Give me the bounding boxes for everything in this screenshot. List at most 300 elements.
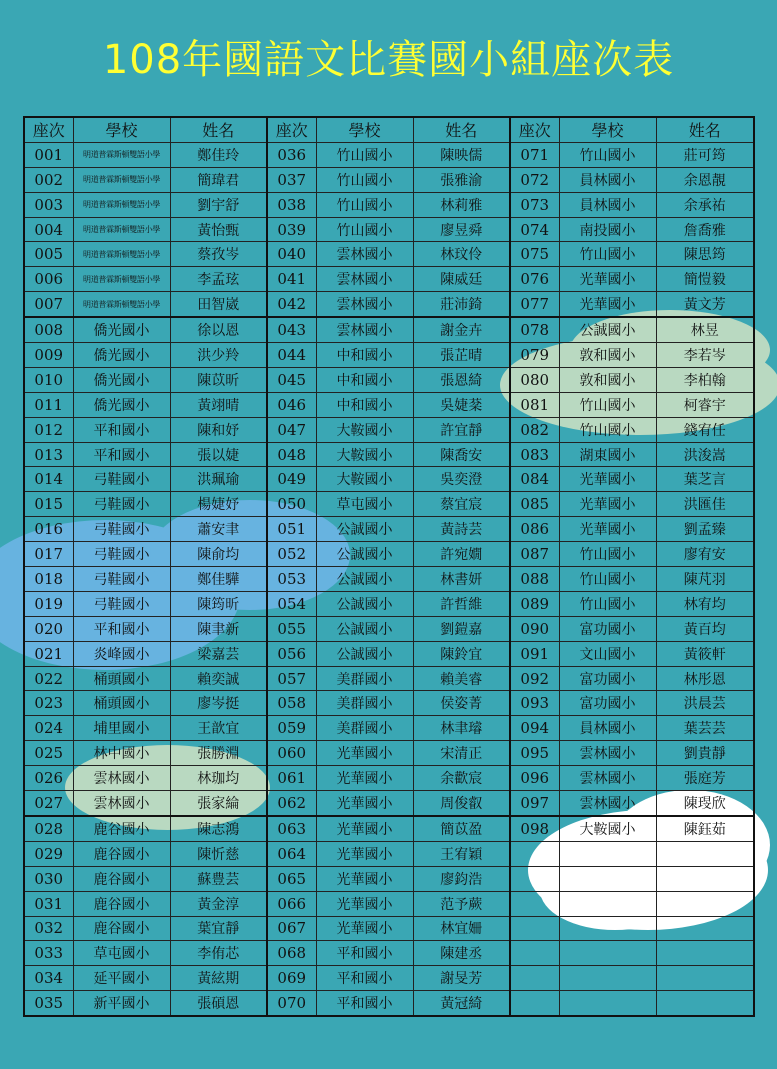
- school-name: 光華國小: [559, 292, 656, 317]
- seat-number: 002: [24, 167, 73, 192]
- seat-number: 008: [24, 317, 73, 342]
- seat-number: 067: [267, 916, 316, 941]
- student-name: 洪少羚: [170, 343, 267, 368]
- table-row: [24, 991, 754, 1016]
- school-name: 竹山國小: [559, 417, 656, 442]
- school-name: 中和國小: [316, 392, 413, 417]
- school-name: 鹿谷國小: [73, 891, 170, 916]
- school-name: 竹山國小: [559, 542, 656, 567]
- table-row: [24, 866, 754, 891]
- seat-number: [510, 991, 559, 1016]
- student-name: 陳和妤: [170, 417, 267, 442]
- school-name: 大鞍國小: [316, 417, 413, 442]
- student-name: 侯姿菁: [413, 691, 510, 716]
- school-name: 竹山國小: [316, 192, 413, 217]
- seat-number: 022: [24, 666, 73, 691]
- column-header: 學校: [559, 117, 656, 142]
- school-name: 平和國小: [73, 616, 170, 641]
- student-name: 黃絃期: [170, 966, 267, 991]
- school-name: 明道普霖斯頓雙語小學: [73, 167, 170, 192]
- student-name: [656, 891, 754, 916]
- student-name: 蔡孜岑: [170, 242, 267, 267]
- seat-number: 074: [510, 217, 559, 242]
- seat-number: 048: [267, 442, 316, 467]
- school-name: 鹿谷國小: [73, 816, 170, 841]
- student-name: 黃文芳: [656, 292, 754, 317]
- school-name: 竹山國小: [559, 567, 656, 592]
- seat-number: 039: [267, 217, 316, 242]
- table-row: [24, 616, 754, 641]
- seat-number: 087: [510, 542, 559, 567]
- student-name: 錢宥任: [656, 417, 754, 442]
- school-name: 南投國小: [559, 217, 656, 242]
- seat-number: 097: [510, 791, 559, 816]
- school-name: 文山國小: [559, 641, 656, 666]
- student-name: 楊婕妤: [170, 492, 267, 517]
- student-name: 劉孟臻: [656, 517, 754, 542]
- table-row: [24, 142, 754, 167]
- seat-number: 035: [24, 991, 73, 1016]
- seat-number: 079: [510, 343, 559, 368]
- school-name: 公誠國小: [316, 616, 413, 641]
- student-name: 周俊叡: [413, 791, 510, 816]
- seat-number: 026: [24, 766, 73, 791]
- school-name: 僑光國小: [73, 343, 170, 368]
- seat-number: 004: [24, 217, 73, 242]
- seat-number: 043: [267, 317, 316, 342]
- school-name: 公誠國小: [559, 317, 656, 342]
- student-name: 林宜姍: [413, 916, 510, 941]
- student-name: 李若岑: [656, 343, 754, 368]
- seat-number: 003: [24, 192, 73, 217]
- school-name: 雲林國小: [559, 766, 656, 791]
- student-name: 許宛嫺: [413, 542, 510, 567]
- school-name: 明道普霖斯頓雙語小學: [73, 292, 170, 317]
- seat-number: 005: [24, 242, 73, 267]
- school-name: 公誠國小: [316, 542, 413, 567]
- student-name: 林珈均: [170, 766, 267, 791]
- seat-number: 062: [267, 791, 316, 816]
- table-row: [24, 417, 754, 442]
- seat-number: 098: [510, 816, 559, 841]
- student-name: 張恩綺: [413, 367, 510, 392]
- student-name: 謝旻芳: [413, 966, 510, 991]
- seat-number: 057: [267, 666, 316, 691]
- table-row: [24, 467, 754, 492]
- student-name: 莊可筠: [656, 142, 754, 167]
- student-name: [656, 991, 754, 1016]
- student-name: 陳志鴻: [170, 816, 267, 841]
- school-name: 光華國小: [316, 891, 413, 916]
- seat-number: 064: [267, 841, 316, 866]
- school-name: 僑光國小: [73, 392, 170, 417]
- student-name: 葉芝言: [656, 467, 754, 492]
- student-name: 吳婕棻: [413, 392, 510, 417]
- school-name: 公誠國小: [316, 517, 413, 542]
- school-name: 大鞍國小: [316, 467, 413, 492]
- seat-number: 034: [24, 966, 73, 991]
- student-name: 謝金卉: [413, 317, 510, 342]
- student-name: 劉貴靜: [656, 741, 754, 766]
- school-name: 桶頭國小: [73, 691, 170, 716]
- school-name: 美群國小: [316, 666, 413, 691]
- table-row: [24, 841, 754, 866]
- seat-number: 054: [267, 591, 316, 616]
- seat-number: 032: [24, 916, 73, 941]
- student-name: 黃詩芸: [413, 517, 510, 542]
- school-name: 員林國小: [559, 716, 656, 741]
- seat-number: 077: [510, 292, 559, 317]
- student-name: 黃筱軒: [656, 641, 754, 666]
- student-name: 田智崴: [170, 292, 267, 317]
- header-row: [24, 117, 754, 142]
- seat-number: 001: [24, 142, 73, 167]
- school-name: 光華國小: [559, 267, 656, 292]
- school-name: 中和國小: [316, 343, 413, 368]
- student-name: 劉鎧嘉: [413, 616, 510, 641]
- seat-number: 053: [267, 567, 316, 592]
- school-name: 弓鞋國小: [73, 467, 170, 492]
- school-name: 光華國小: [559, 467, 656, 492]
- student-name: 陳忻慈: [170, 841, 267, 866]
- student-name: 張家綸: [170, 791, 267, 816]
- student-name: 鄭佳玲: [170, 142, 267, 167]
- seat-number: [510, 966, 559, 991]
- seat-number: 093: [510, 691, 559, 716]
- seat-number: 044: [267, 343, 316, 368]
- student-name: 莊沛錡: [413, 292, 510, 317]
- school-name: [559, 866, 656, 891]
- table-row: [24, 242, 754, 267]
- student-name: 宋清正: [413, 741, 510, 766]
- school-name: 美群國小: [316, 691, 413, 716]
- school-name: 平和國小: [316, 991, 413, 1016]
- student-name: 葉芸芸: [656, 716, 754, 741]
- school-name: 僑光國小: [73, 317, 170, 342]
- school-name: 僑光國小: [73, 367, 170, 392]
- school-name: 炎峰國小: [73, 641, 170, 666]
- seat-number: 078: [510, 317, 559, 342]
- seat-number: 055: [267, 616, 316, 641]
- student-name: 陳建丞: [413, 941, 510, 966]
- seat-number: 056: [267, 641, 316, 666]
- school-name: 埔里國小: [73, 716, 170, 741]
- school-name: 中和國小: [316, 367, 413, 392]
- seat-number: 017: [24, 542, 73, 567]
- school-name: 弓鞋國小: [73, 492, 170, 517]
- school-name: [559, 916, 656, 941]
- table-row: [24, 167, 754, 192]
- student-name: 葉宜靜: [170, 916, 267, 941]
- seat-number: 013: [24, 442, 73, 467]
- seat-number: [510, 916, 559, 941]
- seat-number: 072: [510, 167, 559, 192]
- school-name: 富功國小: [559, 666, 656, 691]
- school-name: 雲林國小: [559, 741, 656, 766]
- school-name: 竹山國小: [559, 392, 656, 417]
- seat-number: 041: [267, 267, 316, 292]
- school-name: 公誠國小: [316, 567, 413, 592]
- student-name: 黃翊晴: [170, 392, 267, 417]
- seat-number: 066: [267, 891, 316, 916]
- seat-table: [23, 116, 755, 1017]
- student-name: 簡愷毅: [656, 267, 754, 292]
- school-name: 大鞍國小: [316, 442, 413, 467]
- student-name: 林宥均: [656, 591, 754, 616]
- column-header: 姓名: [170, 117, 267, 142]
- seat-number: 091: [510, 641, 559, 666]
- student-name: 林莉雅: [413, 192, 510, 217]
- student-name: 許哲維: [413, 591, 510, 616]
- student-name: 林玟伶: [413, 242, 510, 267]
- student-name: [656, 966, 754, 991]
- student-name: [656, 866, 754, 891]
- student-name: 廖宥安: [656, 542, 754, 567]
- seat-number: 029: [24, 841, 73, 866]
- column-header: 學校: [316, 117, 413, 142]
- student-name: 賴美睿: [413, 666, 510, 691]
- seat-number: 080: [510, 367, 559, 392]
- table-row: [24, 492, 754, 517]
- table-row: [24, 641, 754, 666]
- school-name: 明道普霖斯頓雙語小學: [73, 217, 170, 242]
- table-row: [24, 791, 754, 816]
- table-row: [24, 691, 754, 716]
- student-name: 林彤恩: [656, 666, 754, 691]
- school-name: 湖東國小: [559, 442, 656, 467]
- seat-number: 009: [24, 343, 73, 368]
- column-header: 座次: [510, 117, 559, 142]
- student-name: 陳喬安: [413, 442, 510, 467]
- seat-number: 086: [510, 517, 559, 542]
- school-name: 光華國小: [316, 866, 413, 891]
- student-name: 陳聿新: [170, 616, 267, 641]
- seat-number: 046: [267, 392, 316, 417]
- seat-number: 059: [267, 716, 316, 741]
- student-name: 陳俞均: [170, 542, 267, 567]
- student-name: 詹喬雅: [656, 217, 754, 242]
- table-row: [24, 343, 754, 368]
- seat-number: [510, 866, 559, 891]
- seat-number: 085: [510, 492, 559, 517]
- student-name: 洪匯佳: [656, 492, 754, 517]
- school-name: 平和國小: [73, 417, 170, 442]
- table-row: [24, 966, 754, 991]
- student-name: 林聿璿: [413, 716, 510, 741]
- school-name: 林中國小: [73, 741, 170, 766]
- school-name: 平和國小: [316, 966, 413, 991]
- table-row: [24, 367, 754, 392]
- seat-number: 082: [510, 417, 559, 442]
- seat-number: 081: [510, 392, 559, 417]
- school-name: 公誠國小: [316, 641, 413, 666]
- student-name: 簡苡盈: [413, 816, 510, 841]
- table-row: [24, 392, 754, 417]
- school-name: 敦和國小: [559, 367, 656, 392]
- student-name: 張勝淵: [170, 741, 267, 766]
- student-name: 廖鈞浩: [413, 866, 510, 891]
- student-name: 陳思筠: [656, 242, 754, 267]
- column-header: 姓名: [413, 117, 510, 142]
- school-name: 竹山國小: [559, 142, 656, 167]
- student-name: 李孟玹: [170, 267, 267, 292]
- student-name: 王歆宜: [170, 716, 267, 741]
- seat-number: 010: [24, 367, 73, 392]
- school-name: 雲林國小: [316, 292, 413, 317]
- seat-number: 020: [24, 616, 73, 641]
- seat-number: 088: [510, 567, 559, 592]
- school-name: 雲林國小: [316, 317, 413, 342]
- student-name: 范予蕨: [413, 891, 510, 916]
- school-name: [559, 941, 656, 966]
- school-name: 員林國小: [559, 192, 656, 217]
- school-name: 竹山國小: [559, 591, 656, 616]
- student-name: 陳威廷: [413, 267, 510, 292]
- seat-number: 040: [267, 242, 316, 267]
- seat-number: 052: [267, 542, 316, 567]
- school-name: [559, 891, 656, 916]
- school-name: 光華國小: [559, 517, 656, 542]
- seat-number: 070: [267, 991, 316, 1016]
- seat-number: 038: [267, 192, 316, 217]
- table-row: [24, 267, 754, 292]
- school-name: [559, 841, 656, 866]
- seat-number: 075: [510, 242, 559, 267]
- seat-number: 016: [24, 517, 73, 542]
- school-name: 明道普霖斯頓雙語小學: [73, 242, 170, 267]
- table-row: [24, 217, 754, 242]
- student-name: 李侑芯: [170, 941, 267, 966]
- school-name: 光華國小: [316, 791, 413, 816]
- seat-number: 065: [267, 866, 316, 891]
- student-name: 陳筠昕: [170, 591, 267, 616]
- seat-number: 089: [510, 591, 559, 616]
- seat-number: 073: [510, 192, 559, 217]
- student-name: 吳奕澄: [413, 467, 510, 492]
- school-name: 鹿谷國小: [73, 866, 170, 891]
- seat-number: 042: [267, 292, 316, 317]
- student-name: 余歡宸: [413, 766, 510, 791]
- seat-number: 024: [24, 716, 73, 741]
- table-row: [24, 941, 754, 966]
- student-name: 黃金淳: [170, 891, 267, 916]
- school-name: 平和國小: [316, 941, 413, 966]
- seat-number: 033: [24, 941, 73, 966]
- school-name: 草屯國小: [73, 941, 170, 966]
- school-name: 竹山國小: [316, 217, 413, 242]
- student-name: 張以婕: [170, 442, 267, 467]
- table-row: [24, 716, 754, 741]
- seat-number: 023: [24, 691, 73, 716]
- column-header: 座次: [24, 117, 73, 142]
- seat-table-body: [24, 142, 754, 1016]
- seat-number: 092: [510, 666, 559, 691]
- student-name: 徐以恩: [170, 317, 267, 342]
- student-name: 梁嘉芸: [170, 641, 267, 666]
- school-name: 弓鞋國小: [73, 542, 170, 567]
- seat-number: 096: [510, 766, 559, 791]
- table-row: [24, 766, 754, 791]
- table-row: [24, 517, 754, 542]
- school-name: 公誠國小: [316, 591, 413, 616]
- school-name: 雲林國小: [559, 791, 656, 816]
- school-name: 雲林國小: [316, 242, 413, 267]
- school-name: 光華國小: [316, 766, 413, 791]
- student-name: 陳芃羽: [656, 567, 754, 592]
- seat-number: 025: [24, 741, 73, 766]
- table-row: [24, 591, 754, 616]
- school-name: 竹山國小: [316, 167, 413, 192]
- seat-number: 011: [24, 392, 73, 417]
- table-row: [24, 741, 754, 766]
- student-name: [656, 916, 754, 941]
- school-name: 富功國小: [559, 616, 656, 641]
- seat-number: 012: [24, 417, 73, 442]
- column-header: 座次: [267, 117, 316, 142]
- school-name: 明道普霖斯頓雙語小學: [73, 142, 170, 167]
- seat-number: 068: [267, 941, 316, 966]
- table-row: [24, 292, 754, 317]
- school-name: [559, 991, 656, 1016]
- school-name: 光華國小: [559, 492, 656, 517]
- seat-number: 037: [267, 167, 316, 192]
- seat-number: 028: [24, 816, 73, 841]
- seat-number: 060: [267, 741, 316, 766]
- student-name: 林書妍: [413, 567, 510, 592]
- student-name: [656, 841, 754, 866]
- seat-number: 095: [510, 741, 559, 766]
- school-name: 弓鞋國小: [73, 517, 170, 542]
- student-name: 張雅渝: [413, 167, 510, 192]
- seat-number: 006: [24, 267, 73, 292]
- student-name: 洪珮瑜: [170, 467, 267, 492]
- seat-number: 063: [267, 816, 316, 841]
- school-name: 竹山國小: [316, 142, 413, 167]
- school-name: 平和國小: [73, 442, 170, 467]
- student-name: 黃怡甄: [170, 217, 267, 242]
- seat-number: 031: [24, 891, 73, 916]
- school-name: 竹山國小: [559, 242, 656, 267]
- student-name: [656, 941, 754, 966]
- school-name: 雲林國小: [73, 791, 170, 816]
- seat-number: 076: [510, 267, 559, 292]
- table-row: [24, 666, 754, 691]
- school-name: 弓鞋國小: [73, 591, 170, 616]
- table-row: [24, 192, 754, 217]
- seat-number: 083: [510, 442, 559, 467]
- seat-number: 051: [267, 517, 316, 542]
- school-name: 明道普霖斯頓雙語小學: [73, 267, 170, 292]
- seat-number: 015: [24, 492, 73, 517]
- school-name: 大鞍國小: [559, 816, 656, 841]
- seat-number: 045: [267, 367, 316, 392]
- seat-number: [510, 891, 559, 916]
- school-name: 光華國小: [316, 916, 413, 941]
- seat-number: 027: [24, 791, 73, 816]
- school-name: 美群國小: [316, 716, 413, 741]
- student-name: 陳苡昕: [170, 367, 267, 392]
- school-name: 延平國小: [73, 966, 170, 991]
- student-name: 許宜靜: [413, 417, 510, 442]
- student-name: 陳映儒: [413, 142, 510, 167]
- student-name: 李柏翰: [656, 367, 754, 392]
- student-name: 洪浚嵩: [656, 442, 754, 467]
- student-name: 王宥穎: [413, 841, 510, 866]
- table-row: [24, 816, 754, 841]
- seat-number: 021: [24, 641, 73, 666]
- seat-number: [510, 941, 559, 966]
- column-header: 學校: [73, 117, 170, 142]
